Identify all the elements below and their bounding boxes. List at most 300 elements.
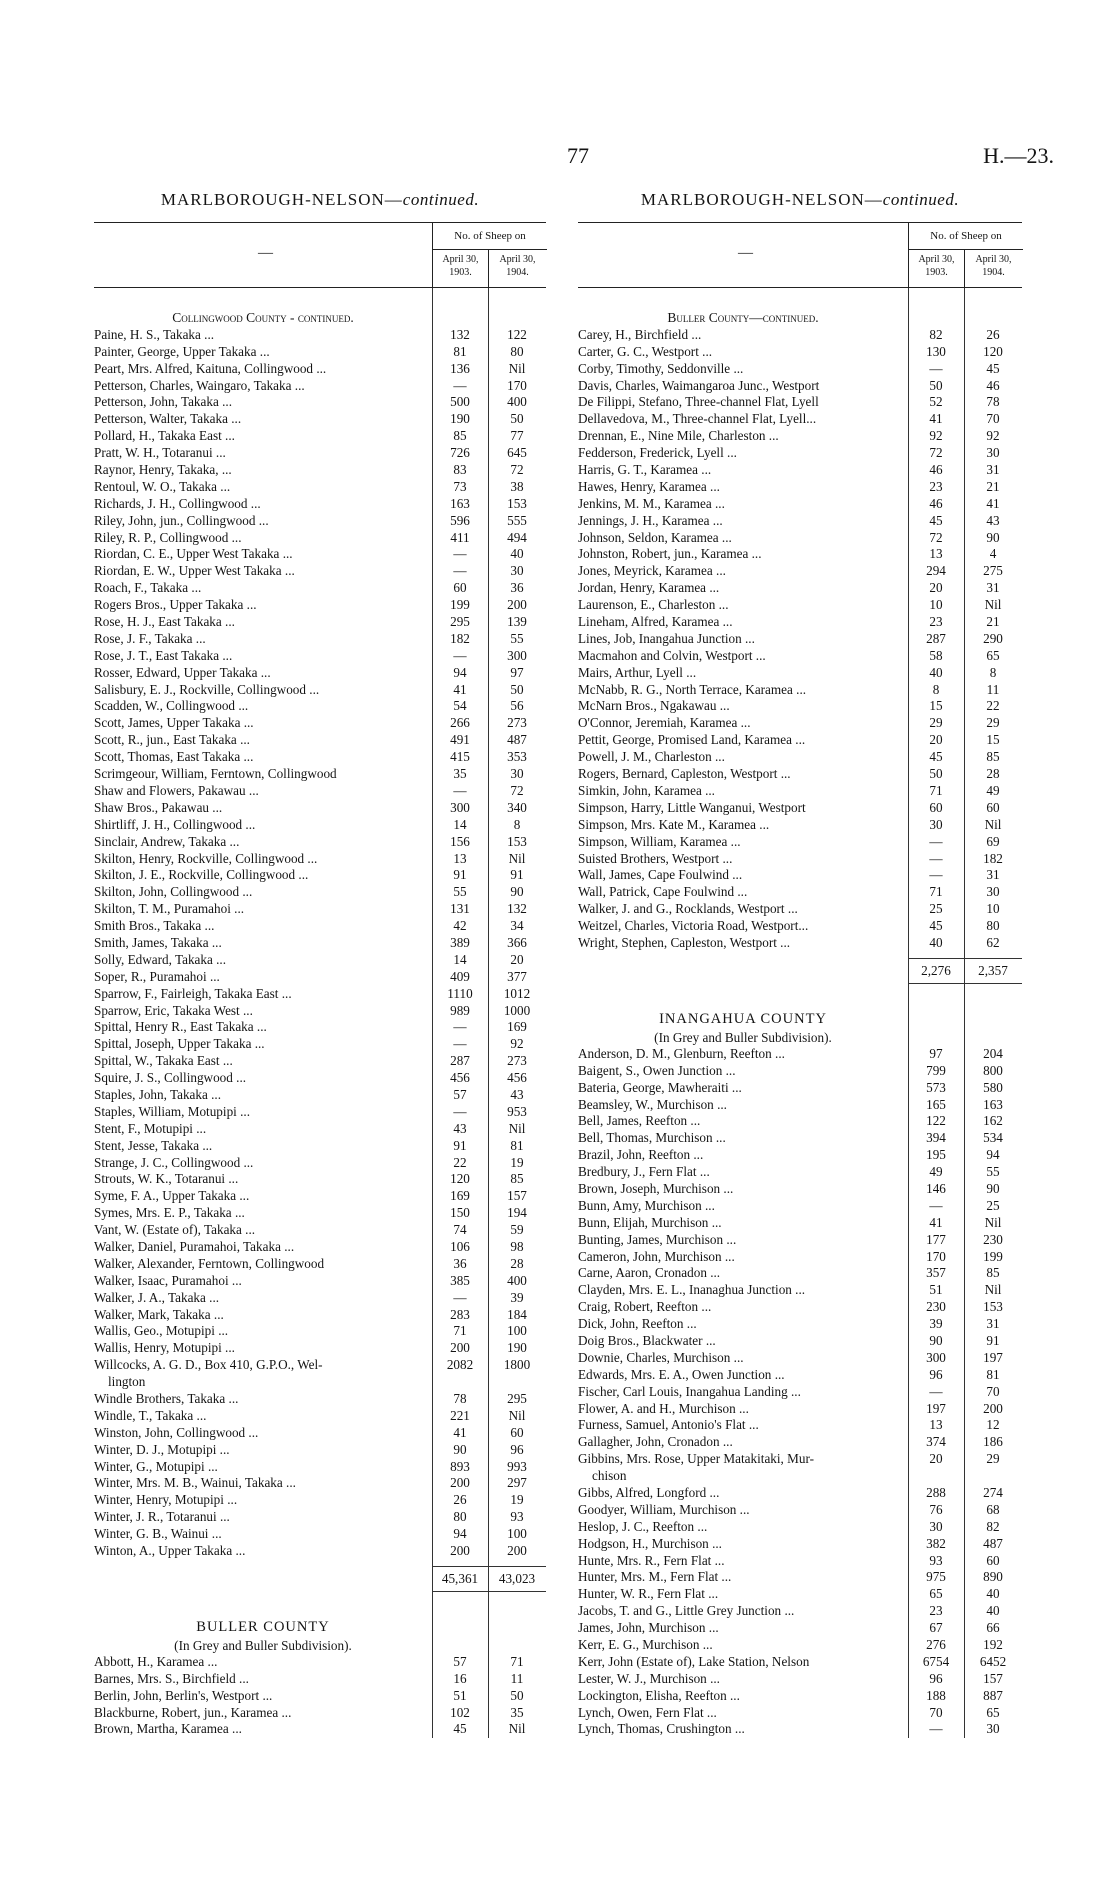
owner-name: Peart, Mrs. Alfred, Kaituna, Collingwood ... — [94, 360, 327, 376]
sheep-1904: 29 — [986, 1451, 1000, 1467]
county-heading: BULLER COUNTY — [196, 1618, 330, 1635]
sheep-1904: 35 — [510, 1704, 524, 1720]
total-1904: 2,357 — [964, 958, 1022, 984]
table-row — [578, 867, 1022, 884]
sheep-1903: 146 — [926, 1180, 946, 1196]
sheep-1903: 20 — [929, 1451, 943, 1467]
sheep-1904: 31 — [986, 867, 1000, 883]
sheep-1904: 50 — [510, 1687, 524, 1703]
sheep-1904 — [964, 1468, 1022, 1485]
table-header — [94, 222, 546, 288]
table-row — [578, 546, 1022, 563]
sheep-1903: 294 — [926, 563, 946, 579]
sheep-1903: 893 — [450, 1458, 470, 1474]
owner-name: Winter, G., Motupipi ... — [94, 1458, 218, 1474]
table-row — [578, 1721, 1022, 1738]
sheep-1904: 186 — [983, 1434, 1003, 1450]
sheep-1904: 4 — [989, 546, 997, 562]
owner-name: Brown, Martha, Karamea ... — [94, 1721, 242, 1737]
table-row — [578, 1164, 1022, 1181]
sheep-1904: 100 — [507, 1526, 527, 1542]
table-row — [578, 1198, 1022, 1215]
sheep-1904: 273 — [507, 1053, 527, 1069]
sheep-1903: 36 — [453, 1255, 467, 1271]
owner-name: Bateria, George, Mawheraiti ... — [578, 1079, 742, 1095]
county-subheading: (In Grey and Buller Subdivision). — [174, 1637, 352, 1653]
table-row — [94, 1155, 546, 1172]
table-row — [94, 378, 546, 395]
sheep-1903: 41 — [453, 681, 467, 697]
sheep-1904: 80 — [986, 918, 1000, 934]
table-row — [578, 411, 1022, 428]
table-row — [94, 563, 546, 580]
owner-name: Corby, Timothy, Seddonville ... — [578, 360, 744, 376]
sheep-1904: 534 — [983, 1130, 1003, 1146]
sheep-1904: 70 — [986, 1383, 1000, 1399]
table-row — [578, 1147, 1022, 1164]
sheep-1904: 377 — [507, 968, 527, 984]
sheep-1904: 887 — [983, 1687, 1003, 1703]
sheep-1904: 170 — [507, 377, 527, 393]
table-row — [94, 1323, 546, 1340]
sheep-1904: 20 — [510, 951, 524, 967]
table-row — [94, 665, 546, 682]
sheep-1903: 41 — [929, 411, 943, 427]
sheep-1904: 72 — [510, 462, 524, 478]
owner-name: Craig, Robert, Reefton ... — [578, 1299, 712, 1315]
table-row — [578, 1367, 1022, 1384]
sheep-1903: 13 — [929, 546, 943, 562]
table-row — [578, 513, 1022, 530]
sheep-1904: 157 — [983, 1670, 1003, 1686]
sheep-1903: 35 — [453, 766, 467, 782]
table-row — [94, 546, 546, 563]
sheep-1904: 45 — [986, 360, 1000, 376]
sheep-1904: 68 — [986, 1501, 1000, 1517]
owner-name: Richards, J. H., Collingwood ... — [94, 495, 261, 511]
table-row — [578, 1181, 1022, 1198]
sheep-1904: 273 — [507, 715, 527, 731]
table-row — [578, 361, 1022, 378]
owner-name: Downie, Charles, Murchison ... — [578, 1349, 744, 1365]
sheep-1903: 73 — [453, 478, 467, 494]
table-row — [94, 530, 546, 547]
sheep-1903: 51 — [929, 1282, 943, 1298]
sheep-1903: 13 — [929, 1417, 943, 1433]
table-row — [578, 327, 1022, 344]
sheep-1904: Nil — [508, 1407, 526, 1423]
table-row — [94, 445, 546, 462]
sheep-1903: 13 — [453, 850, 467, 866]
sheep-1903: 23 — [929, 1603, 943, 1619]
table-row — [578, 597, 1022, 614]
table-row — [94, 1036, 546, 1053]
table-row — [578, 1705, 1022, 1722]
owner-name: Walker, Mark, Takaka ... — [94, 1306, 224, 1322]
table-row — [578, 834, 1022, 851]
sheep-1903: 96 — [929, 1366, 943, 1382]
owner-name: Davis, Charles, Waimangaroa Junc., Westport — [578, 377, 820, 393]
owner-name: Rosser, Edward, Upper Takaka ... — [94, 664, 271, 680]
sheep-1903: — — [453, 1289, 467, 1305]
owner-name: Salisbury, E. J., Rockville, Collingwood ... — [94, 681, 320, 697]
table-row — [94, 1526, 546, 1543]
owner-name: Powell, J. M., Charleston ... — [578, 749, 725, 765]
sheep-1903: 81 — [453, 343, 467, 359]
sheep-1904: 91 — [510, 867, 524, 883]
owner-name: Walker, Daniel, Puramahoi, Takaka ... — [94, 1238, 295, 1254]
sheep-1903: 20 — [929, 732, 943, 748]
owner-name: lington — [108, 1374, 146, 1390]
sheep-1903: 58 — [929, 647, 943, 663]
sheep-1904: 59 — [510, 1222, 524, 1238]
sheep-1903: 2082 — [446, 1357, 474, 1373]
table-row — [94, 682, 546, 699]
owner-name: Pratt, W. H., Totaranui ... — [94, 445, 226, 461]
sheep-1903: 90 — [929, 1332, 943, 1348]
owner-name: Kerr, E. G., Murchison ... — [578, 1637, 713, 1653]
table-row — [578, 530, 1022, 547]
sheep-1903: — — [929, 1721, 943, 1737]
owner-name: Rose, H. J., East Takaka ... — [94, 614, 235, 630]
table-row — [94, 732, 546, 749]
sheep-1904: 40 — [986, 1603, 1000, 1619]
sheep-1903: 122 — [926, 1113, 946, 1129]
column-rule — [432, 288, 433, 1738]
sheep-1904: 93 — [510, 1509, 524, 1525]
owner-name: Staples, William, Motupipi ... — [94, 1103, 251, 1119]
table-row — [578, 783, 1022, 800]
table-row — [578, 479, 1022, 496]
sheep-1903: — — [453, 647, 467, 663]
sheep-1904: 1800 — [503, 1357, 531, 1373]
table-row — [578, 715, 1022, 732]
sheep-1904: 15 — [986, 732, 1000, 748]
owner-name: Rose, J. F., Takaka ... — [94, 630, 206, 646]
table-row — [94, 918, 546, 935]
table-row — [578, 682, 1022, 699]
owner-name: Fedderson, Frederick, Lyell ... — [578, 445, 737, 461]
sheep-1904: 78 — [986, 394, 1000, 410]
sheep-1903: 26 — [453, 1492, 467, 1508]
sheep-1904 — [488, 1374, 546, 1391]
table-row — [94, 1171, 546, 1188]
sheep-1904: Nil — [508, 360, 526, 376]
sheep-1903: 76 — [929, 1501, 943, 1517]
table-row — [94, 1357, 546, 1374]
sheep-1904: 204 — [983, 1045, 1003, 1061]
sheep-1904: 60 — [510, 1424, 524, 1440]
sheep-1903: 23 — [929, 478, 943, 494]
owner-name: Hunte, Mrs. R., Fern Flat ... — [578, 1552, 725, 1568]
owner-name: Jennings, J. H., Karamea ... — [578, 512, 723, 528]
sheep-1903: — — [453, 1036, 467, 1052]
sheep-1903: 80 — [453, 1509, 467, 1525]
table-row — [94, 1391, 546, 1408]
table-row — [94, 851, 546, 868]
sheep-1903: — — [453, 546, 467, 562]
owner-name: McNabb, R. G., North Terrace, Karamea ... — [578, 681, 807, 697]
owner-name: Sparrow, Eric, Takaka West ... — [94, 1002, 253, 1018]
sheep-1904: 71 — [510, 1653, 524, 1669]
sheep-1903: 23 — [929, 614, 943, 630]
table-body — [94, 288, 546, 1738]
sheep-1903: 43 — [453, 1120, 467, 1136]
sheep-1903: 120 — [450, 1171, 470, 1187]
table-row — [578, 648, 1022, 665]
owner-name: Winter, Mrs. M. B., Wainui, Takaka ... — [94, 1475, 296, 1491]
sheep-1904: 31 — [986, 462, 1000, 478]
owner-name: Bell, James, Reefton ... — [578, 1113, 701, 1129]
owner-name: Stent, F., Motupipi ... — [94, 1120, 207, 1136]
sheep-1904: 400 — [507, 394, 527, 410]
table-row — [578, 1080, 1022, 1097]
sheep-1903: — — [453, 563, 467, 579]
sheep-1903: 96 — [929, 1670, 943, 1686]
owner-name: Lynch, Thomas, Crushington ... — [578, 1721, 745, 1737]
sheep-1904: 19 — [510, 1154, 524, 1170]
sheep-1903: 106 — [450, 1238, 470, 1254]
sheep-1904: 50 — [510, 411, 524, 427]
sheep-1904: 92 — [510, 1036, 524, 1052]
sheep-1903: 15 — [929, 698, 943, 714]
sheep-1903: 72 — [929, 445, 943, 461]
sheep-1903: 72 — [929, 529, 943, 545]
owner-name: Winter, G. B., Wainui ... — [94, 1526, 222, 1542]
sheep-1903: 199 — [450, 597, 470, 613]
table-row — [578, 817, 1022, 834]
table-row — [578, 1654, 1022, 1671]
sheep-1904: 49 — [986, 782, 1000, 798]
owner-name: Gibbs, Alfred, Longford ... — [578, 1485, 720, 1500]
table-row — [94, 766, 546, 783]
owner-name: Soper, R., Puramahoi ... — [94, 968, 220, 984]
sheep-1903: — — [929, 850, 943, 866]
owner-name: Willcocks, A. G. D., Box 410, G.P.O., Wel- — [94, 1357, 323, 1373]
owner-name: Jacobs, T. and G., Little Grey Junction ... — [578, 1603, 795, 1619]
table-row — [578, 1350, 1022, 1367]
sheep-1903: — — [453, 377, 467, 393]
spacer — [94, 1592, 546, 1614]
total-1903: 45,361 — [432, 1566, 488, 1592]
sheep-1904: 290 — [983, 630, 1003, 646]
table-row — [94, 1087, 546, 1104]
table-row — [94, 698, 546, 715]
owner-name: Pettit, George, Promised Land, Karamea ... — [578, 732, 806, 748]
owner-name: Shirtliff, J. H., Collingwood ... — [94, 816, 256, 832]
sheep-1903: 6754 — [922, 1653, 950, 1669]
owner-name: Lester, W. J., Murchison ... — [578, 1670, 720, 1686]
sheep-1904: 41 — [986, 495, 1000, 511]
owner-name: Johnston, Robert, jun., Karamea ... — [578, 546, 762, 562]
sheep-1903: — — [453, 1019, 467, 1035]
sheep-1903: 989 — [450, 1002, 470, 1018]
owner-name: Simpson, William, Karamea ... — [578, 833, 741, 849]
sheep-1904: 70 — [986, 411, 1000, 427]
sheep-1903: 295 — [450, 614, 470, 630]
table-row — [94, 884, 546, 901]
owner-name: Spittal, W., Takaka East ... — [94, 1053, 233, 1069]
owner-name: McNarn Bros., Ngakawau ... — [578, 698, 730, 714]
owner-name: Simpson, Mrs. Kate M., Karamea ... — [578, 816, 770, 832]
sheep-1904: 8 — [513, 816, 521, 832]
owner-name: Carne, Aaron, Cronadon ... — [578, 1265, 721, 1281]
owner-name: Dick, John, Reefton ... — [578, 1316, 697, 1332]
table-row — [578, 1333, 1022, 1350]
table-row — [94, 1721, 546, 1738]
table-row — [94, 1688, 546, 1705]
owner-name: Rose, J. T., East Takaka ... — [94, 647, 233, 663]
table-row — [94, 1442, 546, 1459]
sheep-1904: 50 — [510, 681, 524, 697]
table-body — [578, 288, 1022, 1738]
owner-name: Riordan, E. W., Upper West Takaka ... — [94, 563, 295, 579]
sheep-1903: 57 — [453, 1086, 467, 1102]
sheep-1903: 456 — [450, 1070, 470, 1086]
sheep-1903: 195 — [926, 1147, 946, 1163]
table-row — [578, 1282, 1022, 1299]
sheep-1904: 38 — [510, 478, 524, 494]
sheep-1903: 389 — [450, 934, 470, 950]
sheep-1903: 49 — [929, 1164, 943, 1180]
table-row — [578, 1620, 1022, 1637]
table-row — [578, 1130, 1022, 1147]
owner-name: Shaw and Flowers, Pakawau ... — [94, 782, 259, 798]
sheep-1904: 40 — [986, 1586, 1000, 1602]
sheep-1904: 28 — [986, 766, 1000, 782]
sheep-1903: 41 — [929, 1214, 943, 1230]
owner-name: Scott, Thomas, East Takaka ... — [94, 749, 254, 765]
sheep-1904: 580 — [983, 1079, 1003, 1095]
table-row — [578, 1401, 1022, 1418]
left-column — [94, 190, 546, 1738]
column-rule — [908, 288, 909, 1738]
header-sheep-group: No. of Sheep on — [908, 223, 1023, 250]
sheep-1903: 188 — [926, 1687, 946, 1703]
sheep-1903: 46 — [929, 462, 943, 478]
sheep-1903: 170 — [926, 1248, 946, 1264]
owner-name: Scott, R., jun., East Takaka ... — [94, 732, 250, 748]
sheep-1904: 82 — [986, 1518, 1000, 1534]
owner-name: Sparrow, F., Fairleigh, Takaka East ... — [94, 985, 292, 1001]
sheep-1904: 800 — [983, 1062, 1003, 1078]
sheep-1904: 487 — [983, 1535, 1003, 1551]
sheep-1903: 83 — [453, 462, 467, 478]
sheep-1904: 55 — [986, 1164, 1000, 1180]
owner-name: Lockington, Elisha, Reefton ... — [578, 1687, 740, 1703]
sheep-1904: 200 — [983, 1400, 1003, 1416]
owner-name: Pollard, H., Takaka East ... — [94, 428, 235, 444]
owner-name: Bredbury, J., Fern Flat ... — [578, 1164, 710, 1180]
sheep-1903: 45 — [929, 512, 943, 528]
sheep-1903: 30 — [929, 816, 943, 832]
sheep-1903: 132 — [450, 326, 470, 342]
sheep-1903: 190 — [450, 411, 470, 427]
owner-name: Scott, James, Upper Takaka ... — [94, 715, 254, 731]
sheep-1904: 62 — [986, 934, 1000, 950]
page-number: 77 — [567, 143, 589, 168]
owner-name: Skilton, J. E., Rockville, Collingwood ... — [94, 867, 309, 883]
owner-name: Strouts, W. K., Totaranui ... — [94, 1171, 239, 1187]
sheep-1904: 56 — [510, 698, 524, 714]
sheep-1904: Nil — [984, 597, 1002, 613]
sheep-1903: — — [929, 1197, 943, 1213]
sheep-1904: 953 — [507, 1103, 527, 1119]
sheep-1903: 52 — [929, 394, 943, 410]
sheep-1904: 11 — [510, 1670, 524, 1686]
sheep-1903: 14 — [453, 951, 467, 967]
sheep-1904: 30 — [510, 563, 524, 579]
sheep-1903: 200 — [450, 1475, 470, 1491]
owner-name: Lineham, Alfred, Karamea ... — [578, 614, 733, 630]
sheep-1903: 50 — [929, 377, 943, 393]
table-row — [578, 496, 1022, 513]
owner-name: Lines, Job, Inangahua Junction ... — [578, 630, 755, 646]
table-row — [578, 1603, 1022, 1620]
table-row — [578, 1046, 1022, 1063]
owner-name: Jones, Meyrick, Karamea ... — [578, 563, 726, 579]
sheep-1904: 8 — [989, 664, 997, 680]
sheep-1903: 150 — [450, 1205, 470, 1221]
sheep-1904: 60 — [986, 1552, 1000, 1568]
sheep-1903: 16 — [453, 1670, 467, 1686]
table-row — [94, 1543, 546, 1560]
sheep-1904: Nil — [508, 1120, 526, 1136]
header-sheep-group: No. of Sheep on — [432, 223, 547, 250]
sheep-1904: 29 — [986, 715, 1000, 731]
sheep-1904: 69 — [986, 833, 1000, 849]
sheep-1904: 366 — [507, 934, 527, 950]
sheep-1903: — — [453, 1103, 467, 1119]
sheep-1904: 43 — [510, 1086, 524, 1102]
table-row — [94, 783, 546, 800]
owner-name: Shaw Bros., Pakawau ... — [94, 799, 223, 815]
total-label-spacer — [94, 1564, 432, 1592]
sheep-1904: 36 — [510, 580, 524, 596]
table-row — [94, 1121, 546, 1138]
sheep-1904: 353 — [507, 749, 527, 765]
owner-name: Kerr, John (Estate of), Lake Station, Nelson — [578, 1653, 810, 1669]
table-row — [94, 901, 546, 918]
sheep-1903: 221 — [450, 1407, 470, 1423]
owner-name: Wallis, Geo., Motupipi ... — [94, 1323, 229, 1339]
table-row — [578, 1586, 1022, 1603]
table-row — [578, 1316, 1022, 1333]
owner-name: Jenkins, M. M., Karamea ... — [578, 495, 725, 511]
sheep-1903: 39 — [929, 1316, 943, 1332]
owner-name: Cameron, John, Murchison ... — [578, 1248, 735, 1264]
sheep-1904: 65 — [986, 647, 1000, 663]
table-row — [578, 1417, 1022, 1434]
table-row — [94, 1340, 546, 1357]
owner-name: Winston, John, Collingwood ... — [94, 1424, 259, 1440]
sheep-1904: 487 — [507, 732, 527, 748]
sheep-1903: 41 — [453, 1424, 467, 1440]
sheep-1904: 100 — [507, 1323, 527, 1339]
owner-name: Petterson, John, Takaka ... — [94, 394, 233, 410]
sheep-1903: 491 — [450, 732, 470, 748]
sheep-1903: 85 — [453, 428, 467, 444]
sheep-1904: 182 — [983, 850, 1003, 866]
owner-name: Blackburne, Robert, jun., Karamea ... — [94, 1704, 292, 1720]
owner-name: Petterson, Charles, Waingaro, Takaka ... — [94, 377, 305, 393]
owner-name: Bunn, Amy, Murchison ... — [578, 1197, 715, 1213]
table-row — [578, 1519, 1022, 1536]
sheep-1904: 90 — [986, 1180, 1000, 1196]
sheep-1904: 153 — [507, 833, 527, 849]
owner-name: Bunn, Elijah, Murchison ... — [578, 1214, 722, 1230]
sheep-1903: 46 — [929, 495, 943, 511]
